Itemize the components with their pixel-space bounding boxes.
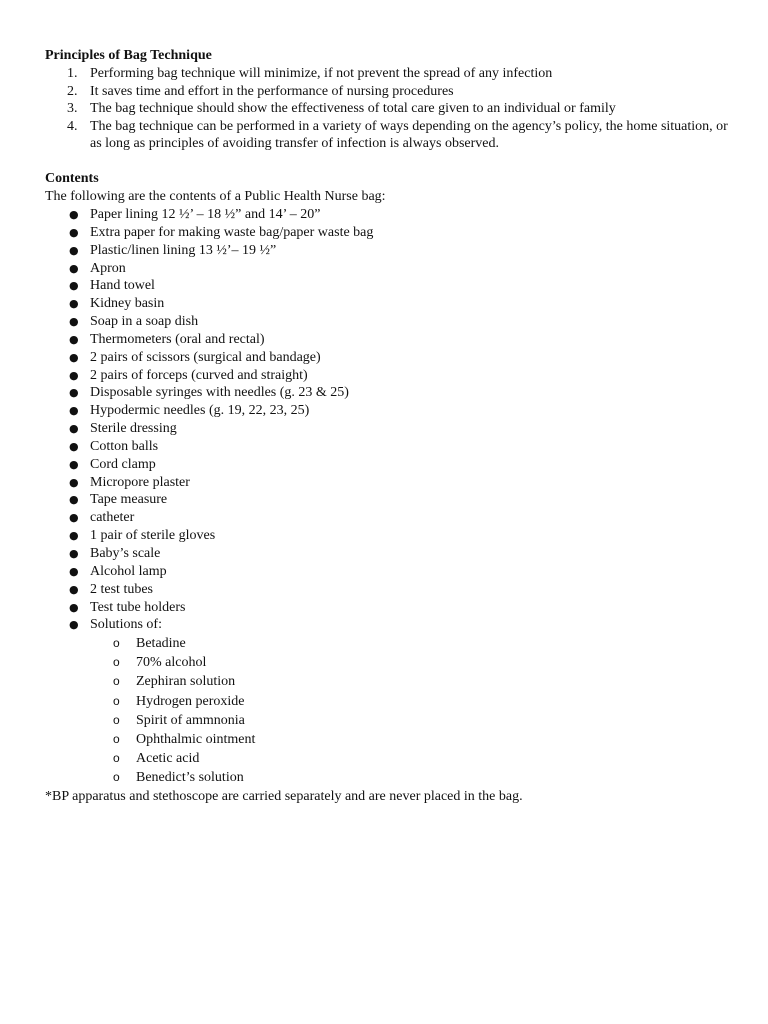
list-item	[45, 491, 735, 509]
list-item	[45, 420, 735, 438]
list-item	[45, 242, 735, 260]
list-item-text: Hand towel	[90, 278, 155, 294]
bullet-icon: ●	[69, 439, 79, 453]
list-item-text: 1 pair of sterile gloves	[90, 528, 216, 544]
list-item	[45, 384, 735, 402]
circle-bullet-icon: o	[113, 769, 120, 784]
bullet-icon: ●	[69, 493, 79, 507]
bullet-icon: ●	[69, 422, 79, 436]
list-item-text: Disposable syringes with needles (g. 23 & 25)	[90, 385, 349, 401]
bullet-icon: ●	[69, 225, 79, 239]
list-item-text: Extra paper for making waste bag/paper waste bag	[90, 224, 374, 240]
principle-item	[45, 118, 735, 153]
list-item	[45, 456, 735, 474]
footnote: *BP apparatus and stethoscope are carried separately and are never placed in the bag.	[45, 788, 523, 804]
principles-heading: Principles of Bag Technique	[45, 48, 212, 63]
bullet-icon: ●	[69, 207, 79, 221]
list-item	[45, 599, 735, 617]
list-item-text: Hypodermic needles (g. 19, 22, 23, 25)	[90, 403, 310, 419]
bullet-icon: ●	[69, 386, 79, 400]
bullet-icon: ●	[69, 529, 79, 543]
section-spacer	[45, 153, 735, 170]
list-item-text: 2 test tubes	[90, 581, 153, 597]
circle-bullet-icon: o	[113, 750, 120, 765]
principle-text: The bag technique can be performed in a variety of ways depending on the agency’s policy, the home situation, or as long as principles of avoiding transfer of infection is always observed.	[90, 118, 728, 152]
contents-list	[45, 206, 735, 787]
solution-text: Zephiran solution	[136, 674, 236, 690]
list-item-text: Cord clamp	[90, 456, 156, 472]
contents-heading: Contents	[45, 170, 99, 186]
solution-item	[90, 653, 735, 672]
solution-item	[90, 692, 735, 711]
list-item-text: Plastic/linen lining 13 ½’– 19 ½”	[90, 242, 277, 258]
solution-item	[90, 634, 735, 653]
solution-text: Acetic acid	[136, 750, 200, 766]
list-item-text: Sterile dressing	[90, 421, 177, 437]
bullet-icon: ●	[69, 350, 79, 364]
list-item	[45, 402, 735, 420]
principle-text: Performing bag technique will minimize, if not prevent the spread of any infection	[90, 66, 553, 81]
circle-bullet-icon: o	[113, 636, 120, 651]
principle-item	[45, 83, 735, 101]
bullet-icon: ●	[69, 600, 79, 614]
bullet-icon: ●	[69, 582, 79, 596]
bullet-icon: ●	[69, 618, 79, 632]
circle-bullet-icon: o	[113, 674, 120, 689]
circle-bullet-icon: o	[113, 693, 120, 708]
list-number: 2.	[67, 83, 78, 99]
solution-text: Ophthalmic ointment	[136, 731, 256, 747]
list-item	[45, 545, 735, 563]
list-item	[45, 260, 735, 278]
bullet-icon: ●	[69, 315, 79, 329]
bullet-icon: ●	[69, 243, 79, 257]
bullet-icon: ●	[69, 332, 79, 346]
document-page	[45, 47, 735, 807]
principle-item	[45, 100, 735, 118]
bullet-icon: ●	[69, 475, 79, 489]
list-item-text: Cotton balls	[90, 438, 159, 454]
list-item	[45, 331, 735, 349]
list-number: 4.	[67, 118, 78, 134]
solution-item	[90, 672, 735, 691]
solution-text: Betadine	[136, 636, 186, 652]
list-item	[45, 367, 735, 385]
circle-bullet-icon: o	[113, 712, 120, 727]
solution-item	[90, 749, 735, 768]
bullet-icon: ●	[69, 511, 79, 525]
list-item-text: Alcohol lamp	[90, 563, 167, 579]
bullet-icon: ●	[69, 261, 79, 275]
list-item-text: Baby’s scale	[90, 546, 161, 561]
list-item	[45, 438, 735, 456]
bullet-icon: ●	[69, 368, 79, 382]
list-item-text: Thermometers (oral and rectal)	[90, 331, 265, 347]
list-item	[45, 474, 735, 492]
list-item	[45, 581, 735, 599]
list-item	[45, 616, 735, 787]
list-item-text: Tape measure	[90, 492, 168, 508]
list-item	[45, 349, 735, 367]
list-item	[45, 295, 735, 313]
solution-item	[90, 768, 735, 787]
list-item	[45, 527, 735, 545]
list-item-text: catheter	[90, 510, 135, 526]
principle-item	[45, 65, 735, 83]
principle-text: The bag technique should show the effectiveness of total care given to an individual or family	[90, 101, 616, 117]
bullet-icon: ●	[69, 297, 79, 311]
list-item	[45, 509, 735, 527]
solution-item	[90, 730, 735, 749]
contents-intro: The following are the contents of a Public Health Nurse bag:	[45, 188, 386, 204]
list-item	[45, 563, 735, 581]
list-item-text: 2 pairs of scissors (surgical and bandage)	[90, 349, 321, 365]
bullet-icon: ●	[69, 404, 79, 418]
list-item	[45, 277, 735, 295]
bullet-icon: ●	[69, 564, 79, 578]
list-item-text: Apron	[90, 260, 126, 276]
list-item-text: 2 pairs of forceps (curved and straight)	[90, 367, 308, 383]
list-item-text: Paper lining 12 ½’ – 18 ½” and 14’ – 20”	[90, 206, 321, 222]
principle-text: It saves time and effort in the performance of nursing procedures	[90, 83, 454, 99]
solution-text: 70% alcohol	[136, 655, 207, 671]
list-item-text: Test tube holders	[90, 599, 186, 615]
bullet-icon: ●	[69, 457, 79, 471]
list-item	[45, 224, 735, 242]
list-number: 1.	[67, 66, 78, 81]
list-item	[45, 313, 735, 331]
solution-text: Hydrogen peroxide	[136, 693, 245, 709]
list-item-text: Solutions of:	[90, 617, 162, 633]
solution-text: Benedict’s solution	[136, 769, 244, 785]
circle-bullet-icon: o	[113, 655, 120, 670]
list-item-text: Micropore plaster	[90, 474, 190, 490]
list-item	[45, 206, 735, 224]
list-item-text: Kidney basin	[90, 296, 165, 312]
solution-item	[90, 711, 735, 730]
solution-text: Spirit of ammnonia	[136, 712, 245, 728]
circle-bullet-icon: o	[113, 731, 120, 746]
bullet-icon: ●	[69, 279, 79, 293]
list-number: 3.	[67, 101, 78, 117]
list-item-text: Soap in a soap dish	[90, 314, 199, 330]
bullet-icon: ●	[69, 547, 79, 560]
principles-list	[45, 65, 735, 153]
solutions-list	[90, 634, 735, 787]
